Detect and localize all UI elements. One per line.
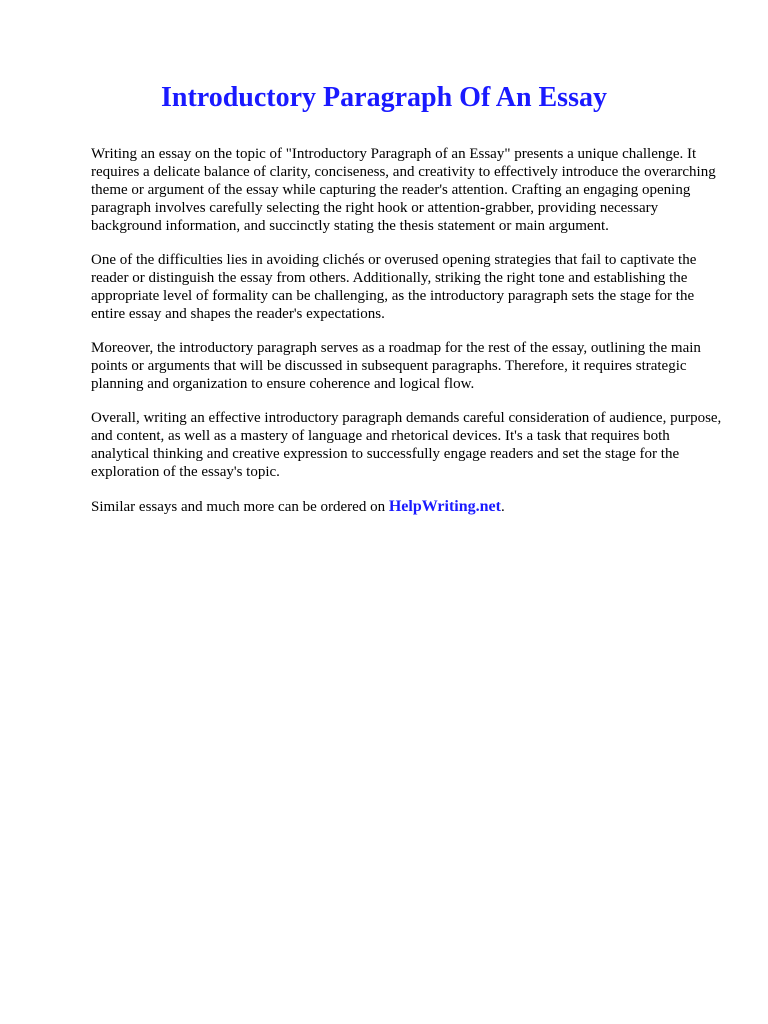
essay-body — [91, 145, 731, 517]
paragraph-2: One of the difficulties lies in avoiding clichés or overused opening strategies that fail to captivate the reader or distinguish the essay from others. Additionally, striking the right tone and establishing the appropriate level of formality can be challenging, as the introductory paragraph sets the stage for the entire essay and shapes the reader's expectations. — [91, 252, 697, 322]
paragraph-3: Moreover, the introductory paragraph serves as a roadmap for the rest of the essay, outlining the main points or arguments that will be discussed in subsequent paragraphs. Therefore, it requires strategic planning and organization to ensure coherence and logical flow. — [91, 340, 701, 392]
page-title: Introductory Paragraph Of An Essay — [161, 82, 607, 113]
order-promo-line — [91, 497, 731, 517]
helpwriting-link[interactable]: HelpWriting.net — [388, 498, 501, 515]
promo-prefix-text: Similar essays and much more can be ordered on — [91, 499, 389, 515]
promo-suffix-text: . — [500, 499, 505, 515]
paragraph-4: Overall, writing an effective introductory paragraph demands careful consideration of audience, purpose, and content, as well as a mastery of language and rhetorical devices. It's a task that requires both analytical thinking and creative expression to successfully engage readers and set the stage for the exploration of the essay's topic. — [91, 410, 722, 480]
paragraph-1: Writing an essay on the topic of "Introductory Paragraph of an Essay" presents a unique challenge. It requires a delicate balance of clarity, conciseness, and creativity to effectively introduce the overarching theme or argument of the essay while capturing the reader's attention. Crafting an engaging opening paragraph involves carefully selecting the right hook or attention-grabber, providing necessary background information, and succinctly stating the thesis statement or main argument. — [91, 146, 716, 234]
